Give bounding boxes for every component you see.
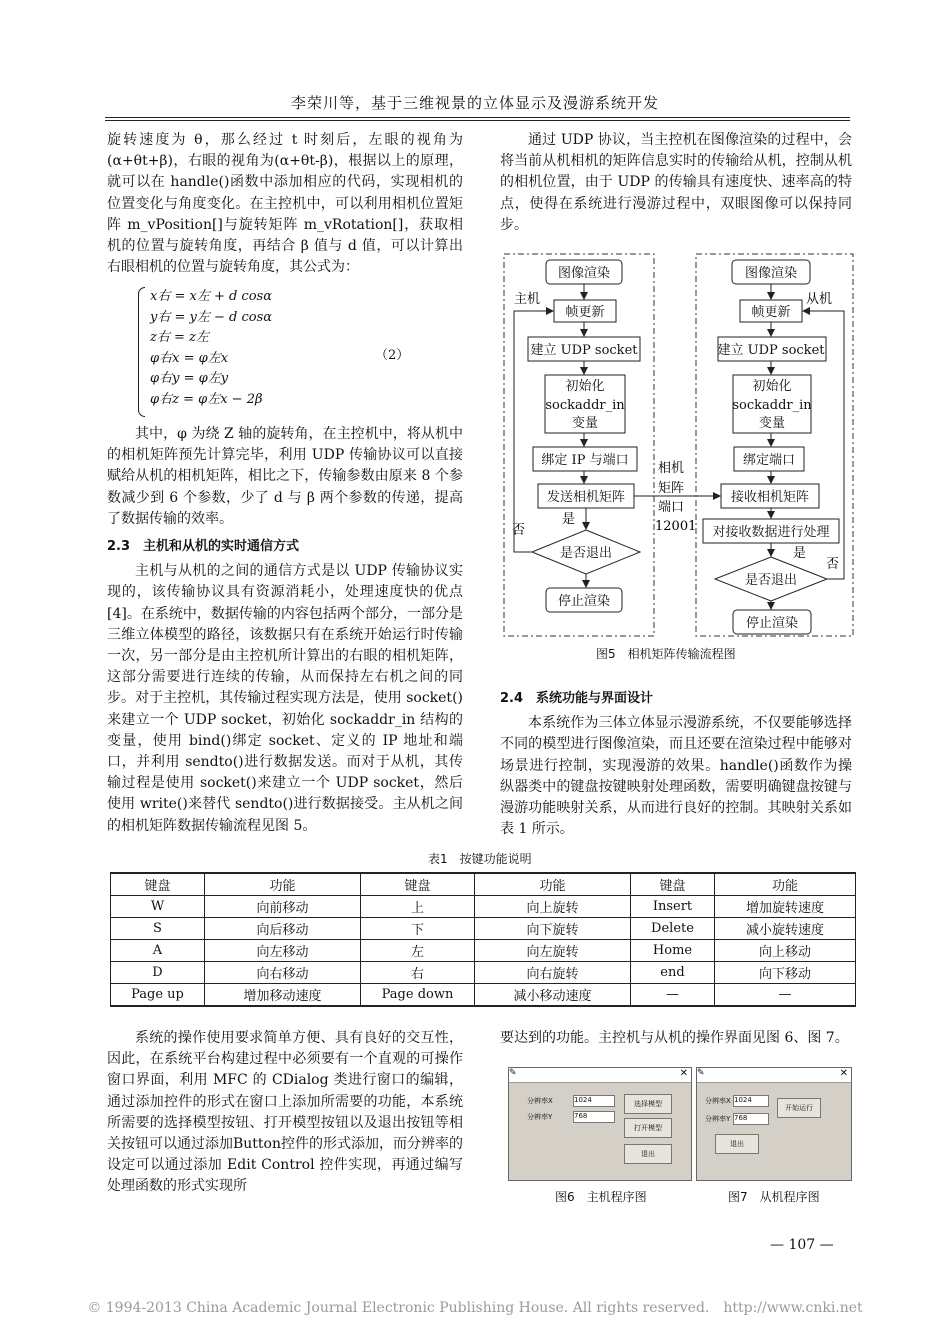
res-x-label: 分辨率X	[527, 1097, 553, 1105]
eq-line: φ右z = φ左x − 2β	[150, 391, 263, 407]
bottom-left-paragraph: 系统的操作使用要求简单方便、具有良好的交互性，因此，在系统平台构建过程中必须要有一个直观的可操作窗口界面，利用 MFC 的 CDialog 类进行窗口的编辑，通过添加控件的形式在窗口上添加所需要的功能，本系统所需要的选择模型按钮、打开模型按钮以及退出按钮等相关按钮可以通过添加Button控件的形式添加，而分辨率的设定可以通过添加 Edit Control 控件实现，再通过编写处理函数的形式实现所	[107, 1030, 464, 1195]
fc-slave-udp: 建立 UDP socket	[717, 343, 825, 358]
fc-slave-quit: 是否退出	[744, 573, 798, 588]
left-paragraph-3: 主机与从机的之间的通信方式是以 UDP 传输协议实现的，该传输协议具有资源消耗小，处理速度快的优点[4]。在系统中，数据传输的内容包括两个部分，一部分是三维立体模型的路径，该数据只有在系统开始运行时传输一次，另一部分是由主控机所计算出的右眼的相机矩阵，这部分需要进行连续的传输，从而保持左右机之间的同步。对于主控机，其传输过程实现方法是，使用 socket()来建立一个 UDP socket，初始化 sockaddr_in 结构的变量，使用 bind()绑定 socket、定义的 IP 地址和端口，并利用 sendto()进行数据发送。而对于从机，其传输过程是使用 socket()来建立一个 UDP socket，然后使用 write()来替代 sendto()进行数据接受。主从机之间的相机矩阵数据传输流程见图 5。	[107, 563, 463, 834]
fc-slave-render: 图像渲染	[744, 266, 798, 281]
right-paragraph-1: 通过 UDP 协议，当主控机在图像渲染的过程中，会将当前从机相机的矩阵信息实时的传输给从机，控制从机的相机位置，由于 UDP 的传输具有速度快、速率高的特点，使得在系统进行漫游过程中，双眼图像可以保持同步。	[500, 132, 852, 233]
equation-brace	[138, 287, 145, 417]
res-y-label: 分辨率Y	[527, 1113, 553, 1121]
exit-button[interactable]: 退出	[715, 1134, 759, 1154]
left-paragraph-2: 其中，φ 为绕 Z 轴的旋转角，在主控机中，将从机中的相机矩阵预先计算完毕，利用 UDP 传输协议可以直接赋给从机的相机矩阵，相比之下，传输参数由原来 8 个参数减少到 6 个参数，少了 d 与 β 两个参数的传递，提高了数据传输的效率。	[107, 426, 463, 527]
table-header-row: 键盘 功能 键盘 功能 键盘 功能	[111, 873, 856, 896]
section-2-4	[500, 688, 852, 840]
dialog-titlebar	[697, 1068, 851, 1083]
header-rule	[105, 117, 850, 118]
slave-dialog-screenshot	[696, 1067, 852, 1181]
res-y-input[interactable]: 768	[733, 1113, 769, 1125]
open-model-button[interactable]: 打开模型	[624, 1118, 672, 1138]
section-2-3	[107, 536, 463, 837]
equation-number: （2）	[375, 348, 410, 363]
fc-mid-1: 相机	[658, 461, 685, 476]
figure-5-caption: 图5 相机矩阵传输流程图	[596, 647, 736, 661]
fc-host-no: 否	[512, 523, 526, 538]
right-paragraph-2: 本系统作为三体立体显示漫游系统，不仅要能够选择不同的模型进行图像渲染，而且还要在渲染过程中能够对场景进行控制，实现漫游的效果。handle()函数作为操纵器类中的键盘按键映射处理函数，需要明确键盘按键与漫游功能映射关系，从而进行良好的控制。其映射关系如表 1 所示。	[500, 715, 852, 838]
res-x-input[interactable]: 1024	[733, 1095, 769, 1107]
dialog-titlebar	[509, 1068, 691, 1083]
fc-slave-proc: 对接收数据进行处理	[712, 525, 830, 540]
fc-host-udp: 建立 UDP socket	[530, 343, 638, 358]
fc-slave-init3: 变量	[758, 416, 786, 431]
fc-mid-2: 矩阵	[658, 481, 685, 496]
bottom-right-paragraph: 要达到的功能。主控机与从机的操作界面见图 6、图 7。	[500, 1030, 849, 1046]
table-row: Page up 增加移动速度 Page down 减小移动速度 — —	[111, 984, 856, 1007]
copyright-footer: © 1994-2013 China Academic Journal Electronic Publishing House. All rights reserved. http://www.cnki.net	[87, 1300, 863, 1316]
fc-slave-stop: 停止渲染	[745, 616, 799, 631]
close-icon[interactable]: ✕	[679, 1068, 688, 1079]
fc-host-yes: 是	[562, 512, 576, 527]
section-title: 2.3 主机和从机的实时通信方式	[107, 539, 300, 554]
res-x-label: 分辨率X	[705, 1097, 731, 1105]
figure-7-caption: 图7 从机程序图	[728, 1190, 820, 1204]
table-row: D 向右移动 右 向右旋转 end 向下移动	[111, 962, 856, 984]
fc-host-bind: 绑定 IP 与端口	[541, 453, 629, 468]
fc-slave-recv: 接收相机矩阵	[730, 490, 810, 505]
table-1-caption: 表1 按键功能说明	[428, 852, 532, 866]
app-icon: ✎	[509, 1068, 517, 1078]
table-row: A 向左移动 左 向左旋转 Home 向上移动	[111, 940, 856, 962]
fc-slave-init2: sockaddr_in	[732, 398, 812, 413]
fc-mid-3: 端口	[658, 500, 685, 515]
key-function-table	[110, 872, 856, 1007]
eq-line: y右 = y左 − d cosα	[150, 309, 273, 325]
exit-button[interactable]: 退出	[624, 1144, 672, 1164]
host-dialog-screenshot	[508, 1067, 692, 1181]
res-y-label: 分辨率Y	[705, 1115, 731, 1123]
res-y-input[interactable]: 768	[573, 1111, 615, 1123]
fc-host-init: 初始化	[565, 379, 605, 394]
fc-host-quit: 是否退出	[559, 546, 613, 561]
fc-slave-init: 初始化	[752, 379, 792, 394]
select-model-button[interactable]: 选择模型	[624, 1094, 672, 1114]
fc-slave-bind: 绑定端口	[742, 453, 796, 468]
fc-host-label: 主机	[514, 292, 541, 307]
table-row: W 向前移动 上 向上旋转 Insert 增加旋转速度	[111, 896, 856, 918]
eq-line: φ右y = φ左y	[150, 371, 229, 386]
fc-host-send: 发送相机矩阵	[546, 490, 626, 505]
flowchart-figure	[500, 248, 860, 668]
eq-line: φ右x = φ左x	[150, 350, 229, 366]
fc-mid-4: 12001	[655, 519, 697, 534]
left-paragraph-1: 旋转速度为 θ，那么经过 t 时刻后，左眼的视角为(α+θt+β)，右眼的视角为(α+θt-β)，根据以上的原理，就可以在 handle()函数中添加相应的代码，实现相机的位置变化与角度变化。在主控机中，可以利用相机位置矩阵 m_vPosition[]与旋转矩阵 m_vRotation[]，获取相机的位置与旋转角度，再结合 β 值与 d 值，可以计算出右眼相机的位置与旋转角度，其公式为：	[107, 132, 463, 276]
figure-6-caption: 图6 主机程序图	[555, 1190, 647, 1204]
close-icon[interactable]: ✕	[839, 1068, 848, 1079]
fc-host-frame: 帧更新	[565, 305, 605, 320]
section-title: 2.4 系统功能与界面设计	[500, 691, 654, 706]
start-run-button[interactable]: 开始运行	[777, 1098, 821, 1118]
table-row: S 向后移动 下 向下旋转 Delete 减小旋转速度	[111, 918, 856, 940]
fc-slave-yes: 是	[793, 546, 807, 561]
fc-host-stop: 停止渲染	[557, 594, 611, 609]
header-rule-2	[105, 120, 850, 121]
fc-slave-label: 从机	[806, 292, 833, 307]
equation-system	[150, 287, 350, 410]
app-icon: ✎	[697, 1068, 705, 1078]
running-title: 李荣川等，基于三维视景的立体显示及漫游系统开发	[290, 94, 659, 112]
res-x-input[interactable]: 1024	[573, 1095, 615, 1107]
eq-line: z右 = z左	[150, 330, 209, 345]
fc-host-init3: 变量	[571, 416, 599, 431]
fc-host-init2: sockaddr_in	[545, 398, 625, 413]
fc-slave-frame: 帧更新	[751, 305, 791, 320]
eq-line: x右 = x左 + d cosα	[150, 289, 272, 304]
fc-slave-no: 否	[826, 557, 840, 572]
fc-host-render: 图像渲染	[557, 266, 611, 281]
page-number: — 107 —	[770, 1237, 834, 1253]
